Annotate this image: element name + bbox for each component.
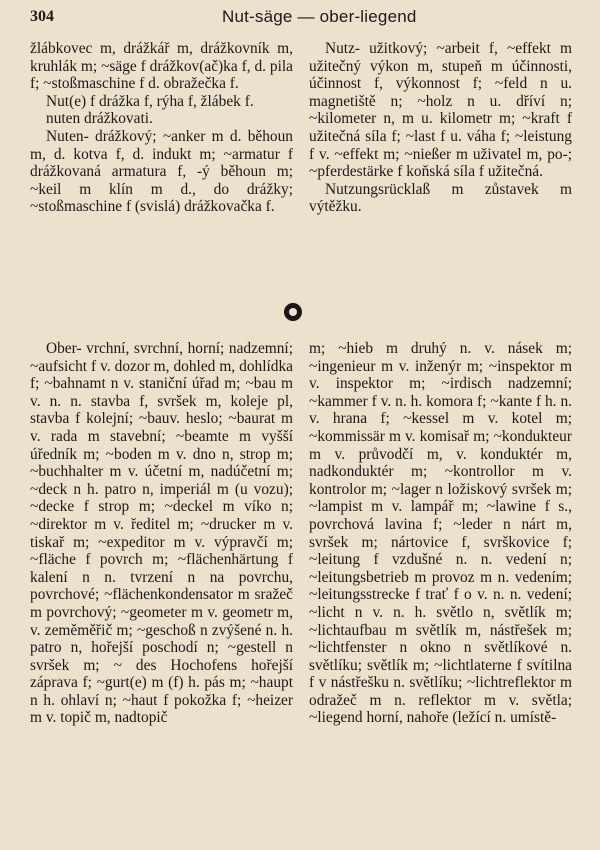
entry-nuten: nuten drážkovati. xyxy=(46,110,153,128)
bottom-right-column xyxy=(309,340,572,727)
entry-nutz: Nutz- užitkový; ~arbeit f, ~effekt m užitečný výkon m, stupeň m účinnosti, účinnost f, výkonnost f; ~feld n u. magnetiště n; ~holz n u. dříví n; ~kilometer n, m u. kilometr m; ~kraft f užitečná síla f; ~last f u. váha f; ~leistung f v. ~effekt m; ~nießer m uživatel m, po-; ~pferdestärke f koňská síla f užitečná. xyxy=(309,40,572,181)
entry-ober-continued: m; ~hieb m druhý n. v. násek m; ~ingenieur m v. inženýr m; ~inspektor m v. inspektor m; ~irdisch nadzemní; ~kammer f v. n. h. komora f; ~kante f h. n. v. hrana f; ~kessel m v. kotel m; ~kommissär m v. komisař m; ~kondukteur m v. průvodčí m, v. konduktér m, nadkonduktér m; ~kontrollor m v. kontrolor m; ~lager n ložiskový svršek m; ~lampist m v. lampář m; ~lawine f s., povrchová lavina f; ~leder n nárt m, svršek m; nártovice f, svrškovice f; ~leitung f vzdušné n. n. vedení n; ~leitungsbetrieb m provoz m n. vedením; ~leitungsstrecke f trať f o v. n. n. vedení; ~licht n v. n. h. světlo n, světlík m; ~lichtaufbau m světlík m, nástřešek m; ~lichtfenster n okno n světlíkové n. světlíku; světlík m; ~lichtlaterne f svítilna f v nástřešku n. světlíku; ~lichtreflektor m odražeč m n. reflektor m v. světla; ~liegend horní, nahoře (ležící n. umístě- xyxy=(309,340,572,727)
running-head: Nut-säge — ober-liegend xyxy=(222,7,417,26)
entry-ober: Ober- vrchní, svrchní, horní; nadzemní; ~aufsicht f v. dozor m, dohled m, dohlídka f; ~bahnamt n v. staniční úřad m; ~bau m v. n. n. stavba f, svršek m, koleje pl, stavba f kolejní; ~bauv. heslo; ~baurat m v. rada m stavební; ~beamte m vyšší úředník m; ~boden m v. dno n, strop m; ~buchhalter m v. účetní m, nadúčetní m; ~deck n h. patro n, imperiál m (u vozu); ~decke f strop m; ~deckel m víko n; ~direktor m v. ředitel m; ~drucker m v. tiskař m; ~expeditor m v. výpravčí m; ~fläche f povrch m; ~flächenhärtung f kalení n n. tvrzení n na povrchu, povrchové; ~flächenkondensator m sražeč m povrchový; ~geometer m v. geometr m, v. zeměměřič m; ~geschoß n zvýšené n. h. patro n, hořejší poschodí n; ~gestell n svršek m; ~ des Hochofens hořejší záprava f; ~gurt(e) m (f) h. pás m; ~haupt n h. ohlaví n; ~haut f pokožka f; ~heizer m v. topič m, nadtopič xyxy=(30,340,293,727)
top-right-column xyxy=(309,40,572,216)
entry-nute: Nut(e) f drážka f, rýha f, žlábek f. xyxy=(46,92,254,110)
page-number: 304 xyxy=(30,8,54,25)
entry-nutzungsrucklass: Nutzungsrücklaß m zůstavek m výtěžku. xyxy=(309,180,572,216)
section-letter-o-mark xyxy=(284,303,302,321)
entry-nuten-compounds: Nuten- drážkový; ~anker m d. běhoun m, d. kotva f, d. indukt m; ~armatur f drážkovaná armatura f, -ý běhoun m; ~keil m klín m d., do drážky; ~stoßmaschine f (svislá) drážkovačka f. xyxy=(30,127,293,216)
page-header xyxy=(30,4,572,30)
top-left-column xyxy=(30,40,293,216)
bottom-left-column xyxy=(30,340,293,727)
entry-nut-continued: žlábkovec m, drážkář m, drážkovník m, kruhlák m; ~säge f drážkov(ač)ka f, d. pila f; ~stoßmaschine f d. obražečka f. xyxy=(30,40,293,93)
